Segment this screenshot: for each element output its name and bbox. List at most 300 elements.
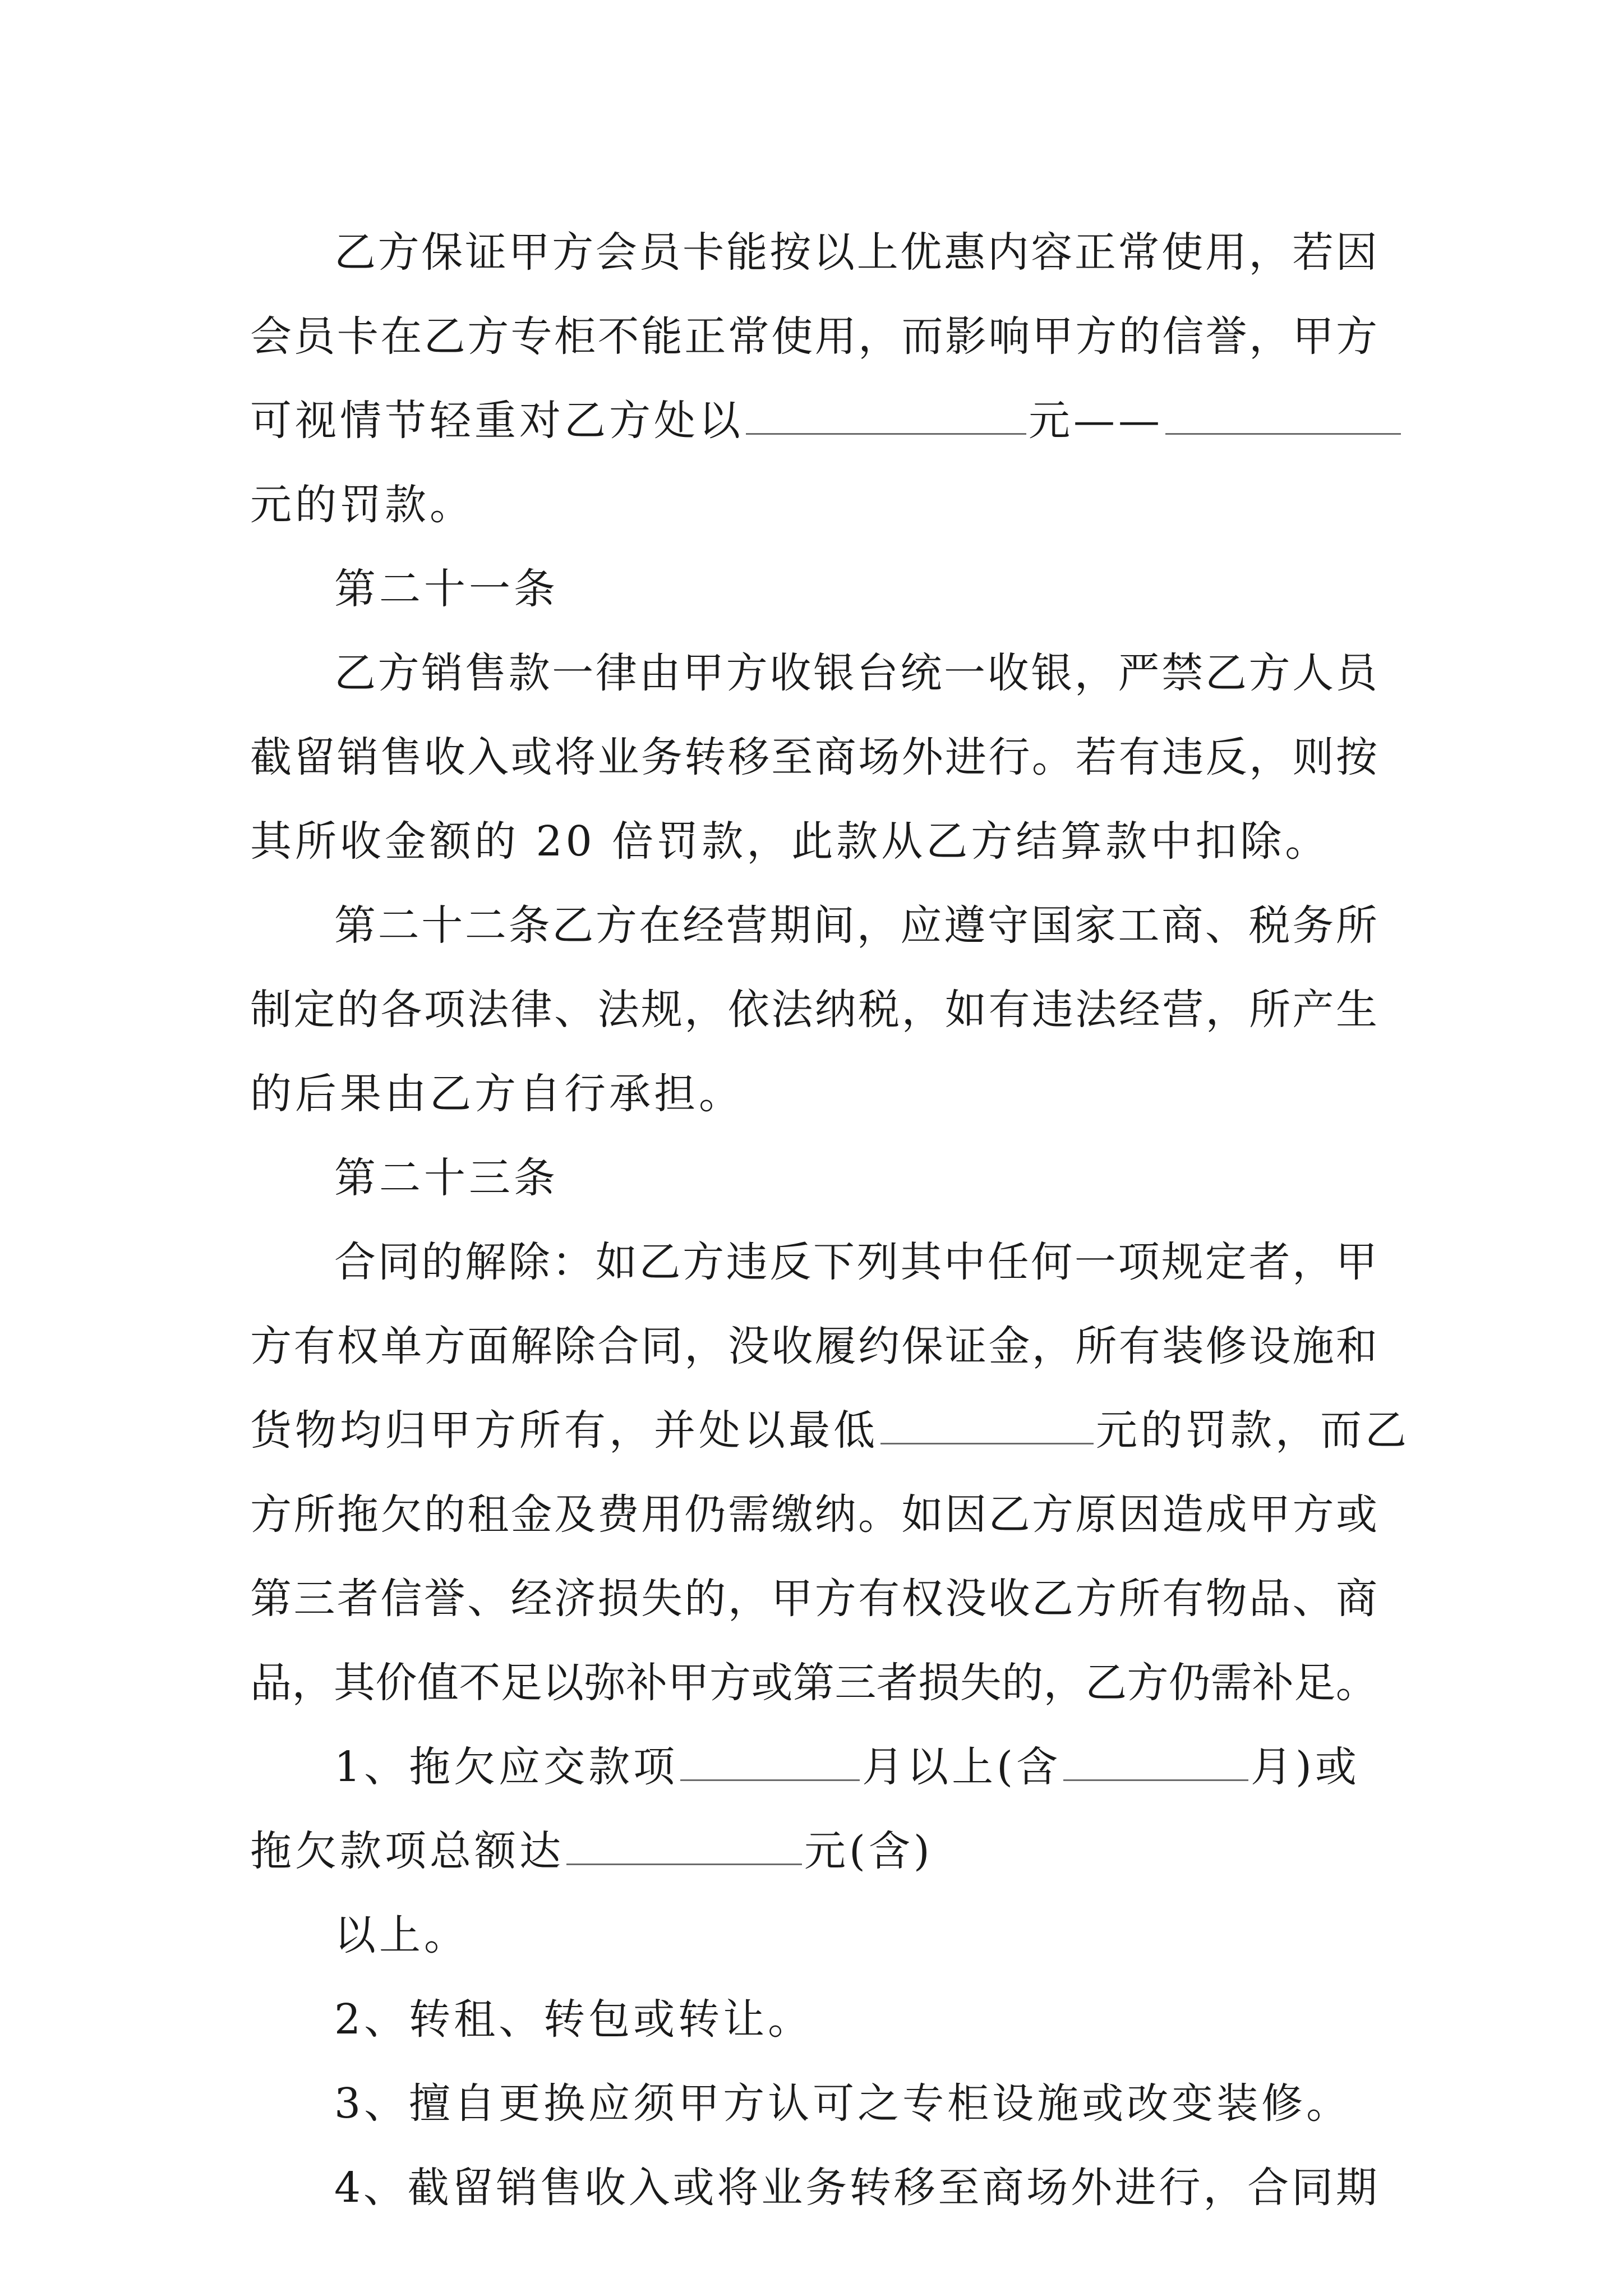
glyph: 方	[1031, 1490, 1073, 1539]
glyph: 甲	[1031, 312, 1073, 361]
glyph: 商	[1335, 1575, 1377, 1623]
glyph: 。	[858, 1490, 900, 1539]
glyph: 商	[814, 733, 856, 781]
glyph: 方	[1075, 312, 1117, 361]
glyph: 足	[1294, 1659, 1336, 1707]
glyph: 施	[1292, 1322, 1334, 1370]
glyph: 优	[900, 228, 942, 277]
glyph: 损	[918, 1659, 960, 1707]
glyph: ，	[1203, 2164, 1245, 2212]
glyph: 。	[1031, 733, 1073, 781]
glyph: 在	[639, 901, 681, 950]
glyph: 方	[250, 1490, 292, 1539]
glyph: 按	[769, 228, 811, 277]
glyph: 所	[293, 1490, 335, 1539]
paragraph-line	[250, 210, 1377, 295]
glyph: 截	[407, 2164, 449, 2212]
glyph: 项	[1118, 1238, 1160, 1286]
glyph: ，	[1043, 1659, 1085, 1707]
glyph: 人	[1292, 649, 1334, 697]
glyph: 用	[1205, 228, 1247, 277]
glyph: 务	[1292, 901, 1334, 950]
glyph: 者	[336, 1575, 379, 1623]
glyph: ，	[684, 1322, 726, 1370]
glyph: 的	[684, 1575, 726, 1623]
glyph: 三	[293, 1575, 335, 1623]
glyph: 没	[945, 1575, 986, 1623]
glyph: 甲	[508, 228, 550, 277]
glyph: ，	[1249, 733, 1291, 781]
glyph: 如	[945, 986, 986, 1034]
glyph: 合	[334, 1238, 376, 1286]
text-segment: 以上。	[334, 1911, 469, 1959]
glyph: 将	[554, 733, 596, 781]
glyph: 或	[1335, 1490, 1377, 1539]
glyph: 业	[597, 733, 639, 781]
glyph: 品	[250, 1659, 292, 1707]
glyph: 用	[814, 312, 856, 361]
glyph: ，	[901, 986, 943, 1034]
fill-in-blank	[566, 1826, 802, 1865]
glyph: 经	[510, 1575, 552, 1623]
glyph: 以	[813, 228, 855, 277]
glyph: 员	[293, 312, 335, 361]
text-segment: 的后果由乙方自行承担。	[250, 1070, 744, 1118]
glyph: 税	[858, 986, 900, 1034]
glyph: 的	[423, 1490, 465, 1539]
glyph: 因	[1335, 228, 1377, 277]
glyph: 誉	[423, 1575, 465, 1623]
glyph: 销	[336, 733, 379, 781]
glyph: 第	[792, 1659, 834, 1707]
glyph: 影	[945, 312, 986, 361]
glyph: 所	[1335, 901, 1377, 950]
glyph: 方	[683, 1238, 725, 1286]
glyph: 除	[554, 1322, 596, 1370]
glyph: 定	[1205, 1238, 1247, 1286]
fill-in-blank	[746, 396, 1026, 435]
glyph: 三	[834, 1659, 877, 1707]
glyph: 所	[1075, 1322, 1117, 1370]
glyph: 国	[1031, 901, 1073, 950]
glyph: 或	[510, 733, 552, 781]
glyph: 有	[1162, 1575, 1204, 1623]
glyph: 卡	[683, 228, 725, 277]
glyph: 违	[1031, 986, 1073, 1034]
glyph: 乙	[1085, 1659, 1127, 1707]
glyph: ，	[684, 986, 726, 1034]
glyph: 营	[1162, 986, 1204, 1034]
glyph: 证	[945, 1322, 986, 1370]
glyph: 转	[684, 733, 726, 781]
glyph: ，	[1292, 1238, 1334, 1286]
glyph: 严	[1118, 649, 1160, 697]
glyph: 用	[640, 1490, 683, 1539]
glyph: 、	[554, 986, 596, 1034]
glyph: 会	[595, 228, 637, 277]
glyph: 弥	[584, 1659, 626, 1707]
glyph: 的	[336, 986, 379, 1034]
glyph: 方	[552, 228, 594, 277]
glyph: 中	[943, 1238, 985, 1286]
glyph: 甲	[1249, 1490, 1291, 1539]
article-heading	[250, 547, 1377, 631]
glyph: 销	[496, 2164, 538, 2212]
paragraph-line-with-blanks	[250, 379, 1377, 463]
glyph: 方	[1335, 312, 1377, 361]
text-segment: 元——	[1029, 397, 1163, 445]
glyph: 损	[597, 1575, 639, 1623]
glyph: 4	[334, 2164, 361, 2212]
glyph: 依	[727, 986, 769, 1034]
glyph: 应	[900, 901, 942, 950]
glyph: 任	[987, 1238, 1029, 1286]
glyph: 收	[423, 733, 465, 781]
glyph: 、	[467, 1575, 509, 1623]
glyph: 正	[1074, 228, 1116, 277]
glyph: 由	[639, 649, 681, 697]
glyph: 进	[945, 733, 986, 781]
fill-in-blank	[880, 1406, 1094, 1444]
glyph: 需	[727, 1490, 769, 1539]
text-segment: 拖欠款项总额达	[250, 1827, 564, 1875]
glyph: 纳	[814, 986, 856, 1034]
glyph: 需	[1210, 1659, 1252, 1707]
glyph: 证	[464, 228, 506, 277]
glyph: 值	[417, 1659, 459, 1707]
glyph: 进	[1114, 2164, 1156, 2212]
glyph: 以	[542, 1659, 584, 1707]
glyph: 及	[554, 1490, 596, 1539]
glyph: 价	[375, 1659, 417, 1707]
text-segment: 可视情节轻重对乙方处以	[250, 397, 744, 445]
paragraph-line	[250, 1304, 1377, 1388]
glyph: 者	[876, 1659, 918, 1707]
glyph: 收	[769, 649, 811, 697]
glyph: 收	[584, 2164, 626, 2212]
glyph: 移	[727, 733, 769, 781]
glyph: 费	[597, 1490, 639, 1539]
glyph: ，	[856, 901, 898, 950]
glyph: 业	[761, 2164, 803, 2212]
paragraph-line	[250, 1473, 1377, 1557]
glyph: 遵	[943, 901, 985, 950]
glyph: 因	[1118, 1490, 1160, 1539]
glyph: 第	[250, 1575, 292, 1623]
glyph: 甲	[1292, 312, 1334, 361]
glyph: ，	[1074, 649, 1116, 697]
glyph: 若	[1075, 733, 1117, 781]
glyph: 者	[1248, 1238, 1290, 1286]
glyph: 法	[467, 986, 509, 1034]
glyph: 员	[1335, 649, 1377, 697]
paragraph-line	[250, 1220, 1377, 1304]
glyph: 权	[336, 1322, 379, 1370]
text-segment: 货物均归甲方所有，并处以最低	[250, 1406, 878, 1455]
glyph: 守	[987, 901, 1029, 950]
glyph: 方	[1292, 1490, 1334, 1539]
glyph: 除	[508, 1238, 550, 1286]
glyph: 生	[1335, 986, 1377, 1034]
glyph: 列	[856, 1238, 898, 1286]
paragraph-line	[250, 968, 1377, 1052]
glyph: 解	[464, 1238, 506, 1286]
glyph: 定	[293, 986, 335, 1034]
glyph: 乙	[423, 312, 465, 361]
glyph: 制	[250, 986, 292, 1034]
glyph: 违	[1162, 733, 1204, 781]
glyph: 法	[597, 986, 639, 1034]
glyph: 、	[1205, 901, 1247, 950]
glyph: 场	[858, 733, 900, 781]
glyph: 常	[727, 312, 769, 361]
glyph: 按	[1335, 733, 1377, 781]
glyph: 一	[943, 649, 985, 697]
glyph: 所	[1118, 1575, 1160, 1623]
paragraph-line	[250, 799, 1377, 884]
glyph: 在	[380, 312, 422, 361]
glyph: 装	[1162, 1322, 1204, 1370]
glyph: 将	[717, 2164, 759, 2212]
paragraph-line	[250, 1557, 1377, 1641]
glyph: 足	[500, 1659, 542, 1707]
glyph: ，	[1248, 228, 1290, 277]
glyph: 法	[1075, 986, 1117, 1034]
glyph: 款	[508, 649, 550, 697]
glyph: 销	[421, 649, 463, 697]
paragraph-line	[250, 1052, 1377, 1136]
glyph: 有	[293, 1322, 335, 1370]
glyph: 能	[640, 312, 683, 361]
glyph: 方	[1075, 1575, 1117, 1623]
glyph: 经	[683, 901, 725, 950]
glyph: 、	[363, 2164, 405, 2212]
glyph: 甲	[771, 1575, 813, 1623]
glyph: 条	[508, 901, 550, 950]
glyph: 没	[727, 1322, 769, 1370]
glyph: 收	[771, 1322, 813, 1370]
glyph: 务	[640, 733, 683, 781]
glyph: 台	[856, 649, 898, 697]
glyph: 金	[510, 1490, 552, 1539]
glyph: 律	[510, 986, 552, 1034]
glyph: 有	[858, 1575, 900, 1623]
glyph: 因	[945, 1490, 986, 1539]
glyph: 权	[901, 1575, 943, 1623]
paragraph-line	[250, 884, 1377, 968]
glyph: 其	[900, 1238, 942, 1286]
glyph: 的	[1118, 312, 1160, 361]
glyph: 仍	[684, 1490, 726, 1539]
glyph: ，	[1249, 312, 1291, 361]
glyph: 专	[510, 312, 552, 361]
text-segment: 第二十三条	[334, 1154, 559, 1202]
glyph: 不	[459, 1659, 501, 1707]
glyph: 法	[771, 986, 813, 1034]
glyph: 商	[1161, 901, 1204, 950]
fill-in-blank	[1063, 1742, 1248, 1781]
glyph: 商	[982, 2164, 1024, 2212]
glyph: 保	[421, 228, 463, 277]
glyph: 品	[1249, 1575, 1291, 1623]
glyph: 柜	[554, 312, 596, 361]
glyph: 违	[726, 1238, 768, 1286]
glyph: 售	[540, 2164, 582, 2212]
glyph: 反	[1205, 733, 1247, 781]
glyph: 面	[467, 1322, 509, 1370]
glyph: 欠	[380, 1490, 422, 1539]
paragraph-line	[250, 715, 1377, 799]
glyph: 家	[1074, 901, 1116, 950]
glyph: 各	[380, 986, 422, 1034]
glyph: 履	[814, 1322, 856, 1370]
glyph: 纳	[814, 1490, 856, 1539]
glyph: 如	[595, 1238, 637, 1286]
text-segment: 3、擅自更换应须甲方认可之专柜设施或改变装修。	[334, 2079, 1352, 2128]
glyph: 行	[1159, 2164, 1201, 2212]
glyph: 方	[423, 1322, 465, 1370]
list-item	[250, 1977, 1377, 2062]
glyph: 单	[380, 1322, 422, 1370]
glyph: 信	[380, 1575, 422, 1623]
paragraph-line-with-blanks	[250, 1725, 1377, 1809]
glyph: 使	[771, 312, 813, 361]
glyph: 有	[1118, 1322, 1160, 1370]
glyph: 反	[769, 1238, 811, 1286]
glyph: 间	[813, 901, 855, 950]
glyph: 乙	[334, 649, 376, 697]
contract-text	[250, 210, 1410, 2230]
article-heading	[250, 1136, 1377, 1220]
glyph: 若	[1292, 228, 1334, 277]
glyph: 方	[250, 1322, 292, 1370]
glyph: 何	[1031, 1238, 1073, 1286]
glyph: ，	[1205, 986, 1247, 1034]
glyph: 仍	[1168, 1659, 1210, 1707]
glyph: 售	[380, 733, 422, 781]
glyph: 务	[805, 2164, 847, 2212]
glyph: 乙	[639, 1238, 681, 1286]
text-segment: 元的罚款，而乙	[1096, 1406, 1410, 1455]
glyph: 信	[1162, 312, 1204, 361]
glyph: 约	[858, 1322, 900, 1370]
glyph: 下	[813, 1238, 855, 1286]
text-segment: 2、转租、转包或转让。	[334, 1995, 813, 2044]
glyph: 入	[467, 733, 509, 781]
glyph: 一	[552, 649, 594, 697]
paragraph-line	[250, 295, 1377, 379]
glyph: 使	[1161, 228, 1204, 277]
glyph: 租	[467, 1490, 509, 1539]
glyph: 售	[464, 649, 506, 697]
glyph: 至	[938, 2164, 980, 2212]
glyph: 物	[1205, 1575, 1247, 1623]
glyph: 第	[334, 901, 376, 950]
glyph: 乙	[552, 901, 594, 950]
glyph: 一	[1074, 1238, 1116, 1286]
paragraph-line-with-blanks	[250, 1809, 1377, 1893]
glyph: 合	[597, 1322, 639, 1370]
glyph: 项	[423, 986, 465, 1034]
glyph: 规	[1161, 1238, 1204, 1286]
glyph: 方	[1127, 1659, 1169, 1707]
glyph: 税	[1248, 901, 1290, 950]
glyph: 有	[1118, 733, 1160, 781]
glyph: 方	[595, 901, 637, 950]
glyph: 期	[769, 901, 811, 950]
glyph: 修	[1205, 1322, 1247, 1370]
glyph: 补	[626, 1659, 668, 1707]
glyph: 所	[1249, 986, 1291, 1034]
glyph: 禁	[1161, 649, 1204, 697]
glyph: 惠	[943, 228, 985, 277]
glyph: 上	[856, 228, 898, 277]
glyph: 员	[639, 228, 681, 277]
glyph: 截	[250, 733, 292, 781]
glyph: 而	[901, 312, 943, 361]
glyph: 收	[987, 649, 1029, 697]
glyph: 补	[1252, 1659, 1294, 1707]
glyph: 留	[293, 733, 335, 781]
glyph: 、	[1292, 1575, 1334, 1623]
glyph: 原	[1075, 1490, 1117, 1539]
glyph: 失	[960, 1659, 1002, 1707]
paragraph-line-with-blanks	[250, 1388, 1410, 1473]
glyph: 解	[510, 1322, 552, 1370]
glyph: 统	[900, 649, 942, 697]
glyph: 有	[988, 986, 1030, 1034]
paragraph-line	[250, 1641, 1377, 1725]
glyph: 或	[672, 2164, 714, 2212]
text-segment: 第二十一条	[334, 565, 559, 613]
glyph: 和	[1335, 1322, 1377, 1370]
glyph: 造	[1162, 1490, 1204, 1539]
text-segment: 其所收金额的 20 倍罚款，此款从乙方结算款中扣除。	[250, 817, 1330, 866]
text-segment: 月以上(含	[862, 1743, 1061, 1791]
glyph: 方	[726, 649, 768, 697]
glyph: 规	[640, 986, 683, 1034]
glyph: 失	[640, 1575, 683, 1623]
glyph: 留	[451, 2164, 494, 2212]
glyph: 同	[377, 1238, 419, 1286]
glyph: 行	[988, 733, 1030, 781]
glyph: ，	[727, 1575, 769, 1623]
glyph: 常	[1118, 228, 1160, 277]
glyph: 方	[467, 312, 509, 361]
glyph: 会	[250, 312, 292, 361]
glyph: 甲	[667, 1659, 709, 1707]
glyph: 其	[333, 1659, 375, 1707]
glyph: 方	[377, 649, 419, 697]
glyph: 如	[901, 1490, 943, 1539]
glyph: 外	[1070, 2164, 1112, 2212]
glyph: 至	[771, 733, 813, 781]
glyph: ，	[292, 1659, 334, 1707]
glyph: 十	[421, 901, 463, 950]
glyph: 乙	[1031, 1575, 1073, 1623]
glyph: 银	[813, 649, 855, 697]
glyph: 银	[1031, 649, 1073, 697]
glyph: ，	[1031, 1322, 1073, 1370]
glyph: 金	[988, 1322, 1030, 1370]
glyph: 同	[640, 1322, 683, 1370]
glyph: ，	[858, 312, 900, 361]
text-segment: 元的罚款。	[250, 481, 474, 529]
glyph: 工	[1118, 901, 1160, 950]
text-segment: 1、拖欠应交款项	[334, 1743, 679, 1791]
glyph: 乙	[988, 1490, 1030, 1539]
fill-in-blank	[680, 1742, 860, 1781]
